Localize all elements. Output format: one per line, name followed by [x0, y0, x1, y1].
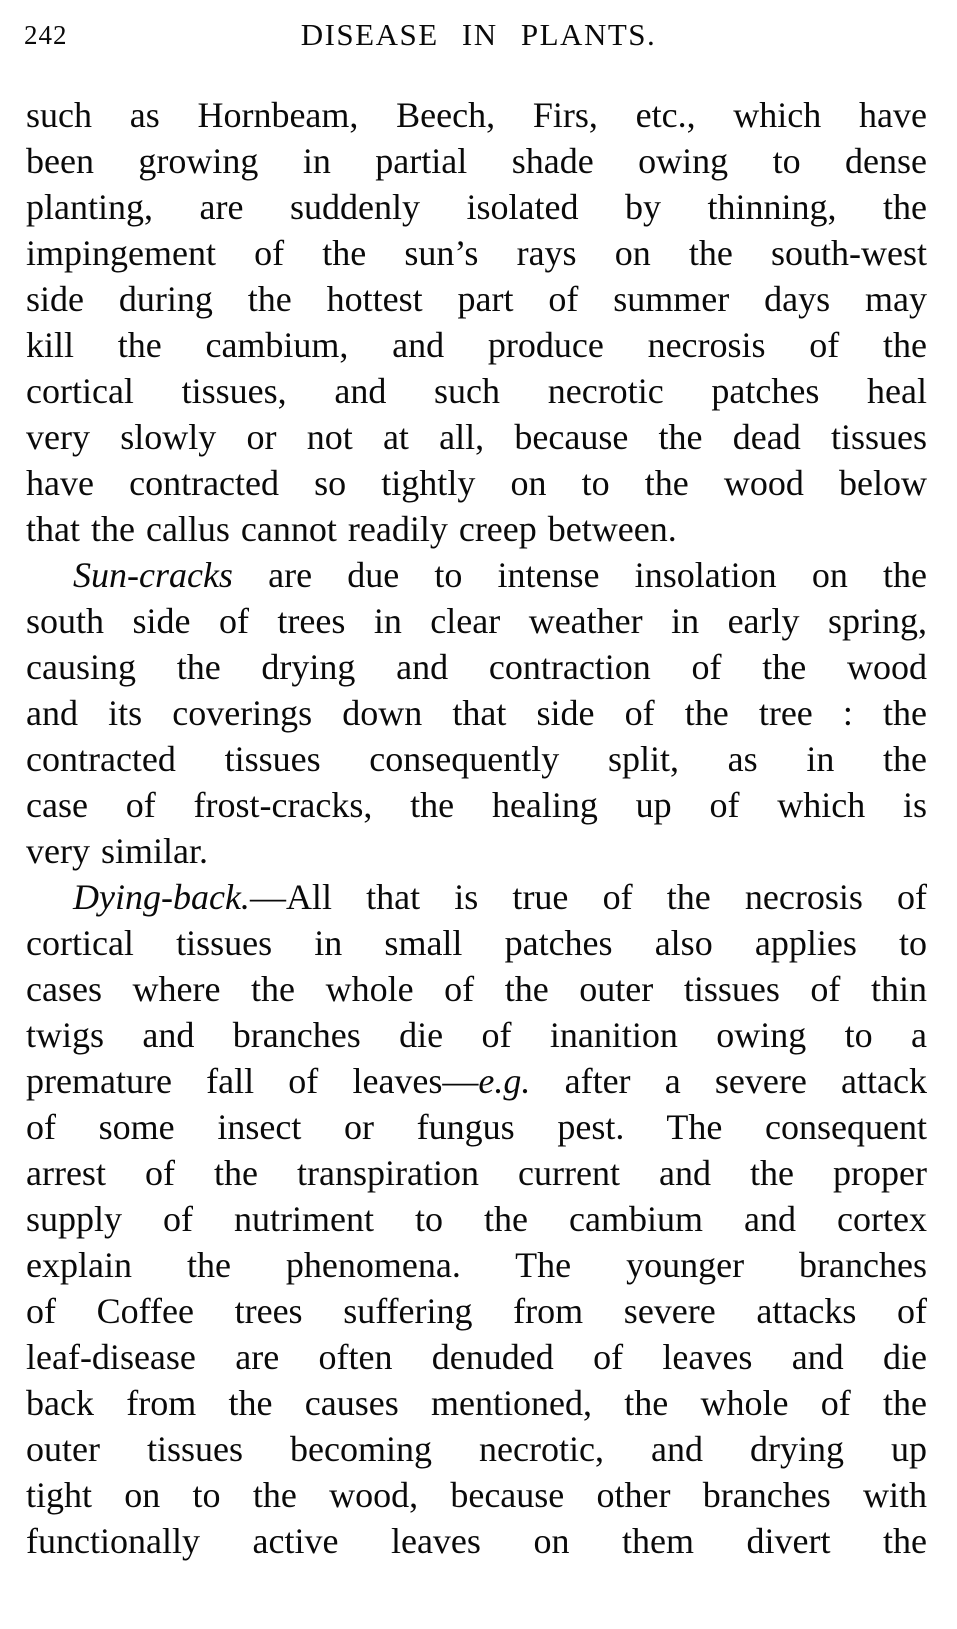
running-title: DISEASE IN PLANTS. [300, 17, 657, 52]
text-line [26, 1380, 927, 1426]
text-run: functionally active leaves on them divert the [26, 1521, 927, 1561]
text-line [26, 1288, 927, 1334]
text-run: supply of nutriment to the cambium and cortex [26, 1199, 927, 1239]
text-run: contracted tissues consequently split, as in the [26, 739, 927, 779]
italic-run: e.g. [478, 1061, 531, 1101]
text-run: impingement of the sun’s rays on the south-west [26, 233, 927, 273]
text-line [26, 1518, 927, 1564]
text-line [26, 690, 927, 736]
text-line [26, 322, 927, 368]
text-run: very similar. [26, 831, 208, 871]
text-line [26, 644, 927, 690]
text-line [26, 230, 927, 276]
text-run: are due to intense insolation on the [232, 555, 927, 595]
text-run: case of frost-cracks, the healing up of which is [26, 785, 927, 825]
text-line [26, 598, 927, 644]
text-line [26, 1058, 927, 1104]
italic-run: Dying-back. [73, 877, 250, 917]
text-run: cases where the whole of the outer tissues of thin [26, 969, 927, 1009]
text-line [26, 920, 927, 966]
text-run: south side of trees in clear weather in early spring, [26, 601, 927, 641]
text-run: cortical tissues, and such necrotic patches heal [26, 371, 927, 411]
text-line [26, 1426, 927, 1472]
text-line [26, 1196, 927, 1242]
text-line [26, 276, 927, 322]
text-run: outer tissues becoming necrotic, and drying up [26, 1429, 927, 1469]
text-run: leaf-disease are often denuded of leaves and die [26, 1337, 927, 1377]
text-run: that the callus cannot readily creep between. [26, 509, 677, 549]
text-run: and its coverings down that side of the tree : the [26, 693, 927, 733]
text-line [26, 736, 927, 782]
text-run: planting, are suddenly isolated by thinning, the [26, 187, 927, 227]
text-run: twigs and branches die of inanition owing to a [26, 1015, 927, 1055]
text-run: after a severe attack [530, 1061, 927, 1101]
text-line [26, 874, 927, 920]
text-line [26, 1012, 927, 1058]
text-line [26, 184, 927, 230]
text-line [26, 782, 927, 828]
text-line [26, 92, 927, 138]
body-text-block [26, 92, 927, 1564]
text-run: premature fall of leaves— [26, 1061, 479, 1101]
text-line [26, 828, 927, 874]
text-line [26, 1104, 927, 1150]
running-head [0, 12, 957, 50]
page-number: 242 [24, 20, 68, 50]
text-run: kill the cambium, and produce necrosis of the [26, 325, 927, 365]
text-run: side during the hottest part of summer days may [26, 279, 927, 319]
text-line [26, 966, 927, 1012]
text-line [26, 414, 927, 460]
text-run: arrest of the transpiration current and the proper [26, 1153, 927, 1193]
text-line [26, 1472, 927, 1518]
text-run: of Coffee trees suffering from severe attacks of [26, 1291, 927, 1331]
text-run: have contracted so tightly on to the wood below [26, 463, 927, 503]
text-run: such as Hornbeam, Beech, Firs, etc., which have [26, 95, 927, 135]
text-run: —All that is true of the necrosis of [249, 877, 927, 917]
text-run: cortical tissues in small patches also applies to [26, 923, 927, 963]
text-run: tight on to the wood, because other branches with [26, 1475, 927, 1515]
text-run: of some insect or fungus pest. The consequent [26, 1107, 927, 1147]
text-line [26, 1334, 927, 1380]
text-line [26, 460, 927, 506]
text-line [26, 138, 927, 184]
text-run: explain the phenomena. The younger branches [26, 1245, 927, 1285]
text-line [26, 552, 927, 598]
text-run: been growing in partial shade owing to dense [26, 141, 927, 181]
text-line [26, 1242, 927, 1288]
text-run: causing the drying and contraction of the wood [26, 647, 927, 687]
text-run: very slowly or not at all, because the dead tissues [26, 417, 927, 457]
italic-run: Sun-cracks [73, 555, 233, 595]
text-line [26, 506, 927, 552]
text-line [26, 368, 927, 414]
text-run: back from the causes mentioned, the whole of the [26, 1383, 927, 1423]
text-line [26, 1150, 927, 1196]
